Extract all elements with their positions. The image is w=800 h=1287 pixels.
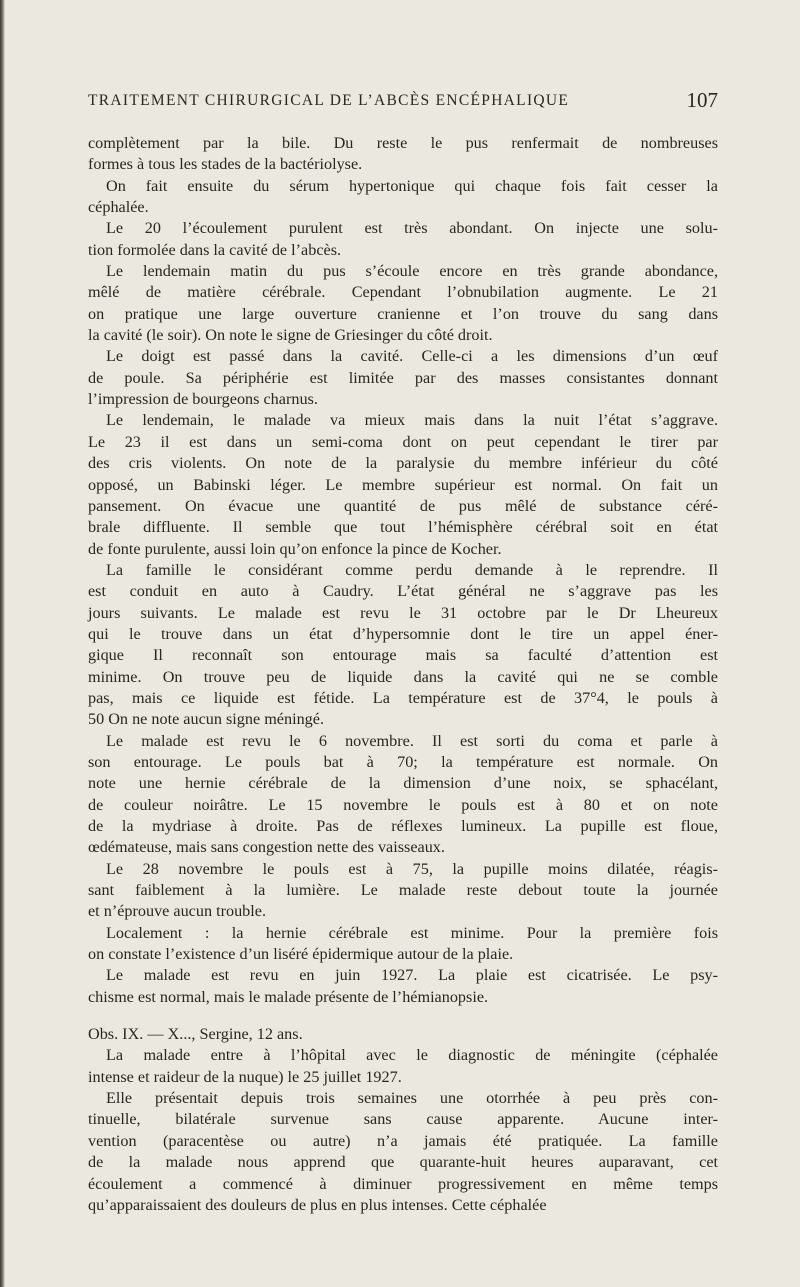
text-line: Localement : la hernie cérébrale est minime. Pour la première fois xyxy=(106,923,718,942)
text-line: brale diffluente. Il semble que tout l’hémisphère cérébral soit en état xyxy=(88,518,718,537)
text-line: son entourage. Le pouls bat à 70; la température est normale. On xyxy=(88,752,718,771)
text-line: 50 On ne note aucun signe méningé. xyxy=(88,710,325,729)
text-line: œdémateuse, mais sans congestion nette des vaisseaux. xyxy=(88,838,445,857)
text-line: céphalée. xyxy=(88,198,149,217)
text-line: de couleur noirâtre. Le 15 novembre le pouls est à 80 et on note xyxy=(88,795,718,814)
text-line: écoulement a commencé à diminuer progressivement en même temps xyxy=(88,1174,718,1193)
text-line: on constate l’existence d’un liséré épidermique autour de la plaie. xyxy=(88,945,514,964)
text-line: tion formolée dans la cavité de l’abcès. xyxy=(88,240,342,259)
text-line: de la mydriase à droite. Pas de réflexes lumineux. La pupille est floue, xyxy=(88,817,718,835)
text-line: sant faiblement à la lumière. Le malade reste debout toute la journée xyxy=(88,881,718,900)
text-line: mêlé de matière cérébrale. Cependant l’obnubilation augmente. Le 21 xyxy=(88,283,718,302)
text-line: de fonte purulente, aussi loin qu’on enfonce la pince de Kocher. xyxy=(88,539,502,558)
text-line: tinuelle, bilatérale survenue sans cause apparente. Aucune inter- xyxy=(88,1110,718,1129)
text-line: intense et raideur de la nuque) le 25 juillet 1927. xyxy=(88,1067,402,1086)
text-line: et n’éprouve aucun trouble. xyxy=(88,902,266,921)
text-line: Le 20 l’écoulement purulent est très abondant. On injecte une solu- xyxy=(106,219,718,238)
text-line: est conduit en auto à Caudry. L’état général ne s’aggrave pas les xyxy=(88,582,718,601)
text-line: formes à tous les stades de la bactériolyse. xyxy=(88,155,363,174)
text-line: chisme est normal, mais le malade présente de l’hémianopsie. xyxy=(88,987,489,1006)
section-gap xyxy=(88,1008,728,1024)
text-line: On fait ensuite du sérum hypertonique qui chaque fois fait cesser la xyxy=(106,176,718,195)
text-line: note une hernie cérébrale de la dimension d’une noix, se sphacélant, xyxy=(88,774,718,793)
text-line: qui le trouve dans un état d’hypersomnie dont le tire un appel éner- xyxy=(88,624,718,643)
text-line: La malade entre à l’hôpital avec le diagnostic de méningite (céphalée xyxy=(106,1046,718,1065)
text-line: Le 23 il est dans un semi-coma dont on peut cependant le tirer par xyxy=(88,432,718,451)
text-line: on pratique une large ouverture cranienne et l’on trouve du sang dans xyxy=(88,304,718,323)
text-line: complètement par la bile. Du reste le pus renfermait de nombreuses xyxy=(88,134,718,152)
text-line: jours suivants. Le malade est revu le 31 octobre par le Dr Lheureux xyxy=(88,603,718,622)
text-line: de la malade nous apprend que quarante-huit heures auparavant, cet xyxy=(88,1153,718,1172)
text-line: Le malade est revu en juin 1927. La plaie est cicatrisée. Le psy- xyxy=(106,966,718,985)
page-number: 107 xyxy=(686,88,718,112)
text-line: pansement. On évacue une quantité de pus mêlé de substance céré- xyxy=(88,496,718,515)
text-line: pas, mais ce liquide est fétide. La température est de 37°4, le pouls à xyxy=(88,688,718,707)
body-text xyxy=(88,133,728,1216)
text-line: Elle présentait depuis trois semaines une otorrhée à peu près con- xyxy=(106,1089,718,1108)
text-line: Le 28 novembre le pouls est à 75, la pupille moins dilatée, réagis- xyxy=(106,859,718,878)
text-line: Le doigt est passé dans la cavité. Celle-ci a les dimensions d’un œuf xyxy=(106,347,718,366)
text-line: la cavité (le soir). On note le signe de Griesinger du côté droit. xyxy=(88,326,493,345)
text-line: des cris violents. On note de la paralysie du membre inférieur du côté xyxy=(88,454,718,473)
text-line: qu’apparaissaient des douleurs de plus en plus intenses. Cette céphalée xyxy=(88,1195,547,1214)
page-binding-edge xyxy=(0,0,5,1287)
text-line: Le malade est revu le 6 novembre. Il est sorti du coma et parle à xyxy=(106,731,718,750)
text-line: La famille le considérant comme perdu demande à le reprendre. Il xyxy=(106,560,718,579)
text-line: Le lendemain, le malade va mieux mais dans la nuit l’état s’aggrave. xyxy=(106,411,718,430)
text-line: opposé, un Babinski léger. Le membre supérieur est normal. On fait un xyxy=(88,475,718,494)
text-line: Le lendemain matin du pus s’écoule encore en très grande abondance, xyxy=(106,262,718,281)
text-line: vention (paracentèse ou autre) n’a jamais été pratiquée. La famille xyxy=(88,1131,718,1150)
text-line: l’impression de bourgeons charnus. xyxy=(88,390,318,409)
text-line: de poule. Sa périphérie est limitée par des masses consistantes donnant xyxy=(88,368,718,387)
text-line: gique Il reconnaît son entourage mais sa faculté d’attention est xyxy=(88,646,718,665)
text-line: Obs. IX. — X..., Sergine, 12 ans. xyxy=(88,1025,303,1044)
page-header xyxy=(88,88,718,112)
text-line: minime. On trouve peu de liquide dans la cavité qui ne se comble xyxy=(88,667,718,686)
running-title: TRAITEMENT CHIRURGICAL DE L’ABCÈS ENCÉPHALIQUE xyxy=(88,92,570,109)
